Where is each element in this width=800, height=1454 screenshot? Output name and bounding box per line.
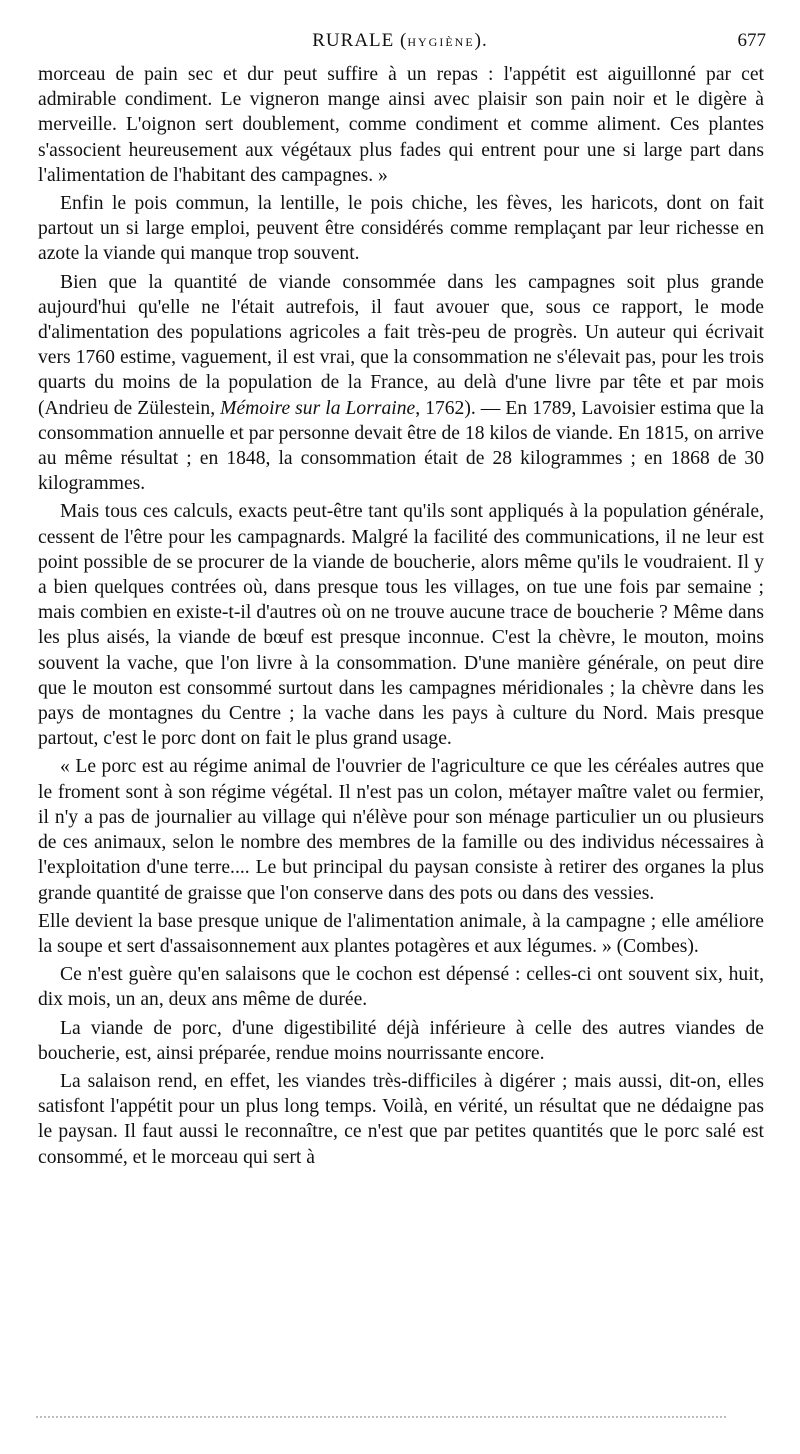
paragraph-rural-meat: Mais tous ces calculs, exacts peut-être tant qu'ils sont appliqués à la population générale, cessent de l'être pour les campagnards. Malgré la facilité des communications, il ne leur est point possible de se procurer de la viande de boucherie, alors même qu'ils le voudraient. Il y a bien quelques contrées où, dans presque tous les villages, on tue une fois par semaine ; mais combien en existe-t-il d'autres où on ne trouve aucune trace de boucherie ? Même dans les plus aisés, la viande de bœuf est presque inconnue. C'est la chèvre, le mouton, moins souvent la vache, que l'on livre à la consommation. D'une manière générale, on peut dire que le mouton est consommé surtout dans les campagnes méridionales ; la chèvre dans les pays de montagnes du Centre ; la vache dans les pays à culture du Nord. Mais presque partout, c'est le porc dont on fait le plus grand usage. (38, 501, 764, 750)
running-title-main: RURALE ( (312, 30, 408, 51)
paragraph-salaisons: Ce n'est guère qu'en salaisons que le cochon est dépensé : celles-ci ont souvent six, huit, dix mois, un an, deux ans même de durée. (38, 964, 764, 1011)
running-title-end: ). (474, 30, 488, 51)
paragraph-salaison-effect: La salaison rend, en effet, les viandes très-difficiles à digérer ; mais aussi, dit-on, elles satisfont l'appétit pour un plus long temps. Voilà, en vérité, un résultat que ne dédaigne pas le paysan. Il faut aussi le reconnaître, ce n'est que par petites quantités que le porc salé est consommé, et le morceau qui sert à (38, 1070, 764, 1168)
paragraph-meat-consumption-end: , 1762). — En 1789, Lavoisier estima que la consommation annuelle et par personne devait être de 18 kilos de viande. En 1815, on arrive au même résultat ; en 1848, la consommation était de 28 kilogrammes ; en 1868 de 30 kilogrammes. (38, 397, 765, 495)
paragraph-continued: morceau de pain sec et dur peut suffire à un repas : l'appétit est aiguillonné par cet admirable condiment. Le vigneron mange ainsi avec plaisir son pain noir et le digère à merveille. L'oignon sert doublement, comme condiment et comme aliment. Ces plantes s'associent heureusement aux végétaux plus fades qui entrent pour une si large part dans l'alimentation de l'habitant des campagnes. » (38, 64, 764, 186)
footer-dotted-rule (36, 1412, 726, 1418)
paragraph-pork-quote: « Le porc est au régime animal de l'ouvrier de l'agriculture ce que les céréales autres que le froment sont à son régime végétal. Il n'est pas un colon, métayer maître valet ou fermier, il n'y a pas de journalier au village qui n'élève pour son ménage particulier un ou plusieurs de ces animaux, selon le nombre des membres de la famille ou des individus nécessaires à l'exploitation d'une terre.... Le but principal du paysan consiste à retirer des organes la plus grande quantité de graisse que l'on conserve dans des pots ou dans des vessies. (38, 756, 764, 904)
paragraph-quote-end: Elle devient la base presque unique de l'alimentation animale, à la campagne ; elle améliore la soupe et sert d'assaisonnement aux plantes potagères et aux légumes. » (Combes). (38, 910, 764, 957)
running-title-smallcaps: HYGIÈNE (407, 35, 475, 49)
paragraph-meat-consumption (38, 270, 764, 497)
paragraph-meat-consumption-start: Bien que la quantité de viande consommée dans les campagnes soit plus grande aujourd'hui qu'elle ne l'était autrefois, il faut avouer que, sous ce rapport, le mode d'alimentation des populations agricoles a fait très-peu de progrès. Un auteur qui écrivait vers 1760 estime, vaguement, il est vrai, que la consommation ne s'élevait pas, pour les trois quarts du moins de la population de la France, au delà d'une livre par tête et par mois (Andrieu de Zülestein, (38, 271, 764, 419)
book-title-italic: Mémoire sur la Lorraine (220, 397, 416, 419)
body-text (38, 62, 764, 1170)
running-head (34, 30, 766, 56)
paragraph-legumes: Enfin le pois commun, la lentille, le pois chiche, les fèves, les haricots, dont on fait partout un si large emploi, peuvent être considérés comme remplaçant par leur richesse en azote la viande qui manque trop souvent. (38, 193, 764, 265)
paragraph-digestibility: La viande de porc, d'une digestibilité déjà inférieure à celle des autres viandes de boucherie, est, ainsi préparée, rendue moins nourrissante encore. (38, 1017, 764, 1064)
page-number: 677 (737, 30, 766, 51)
running-title (34, 30, 766, 52)
